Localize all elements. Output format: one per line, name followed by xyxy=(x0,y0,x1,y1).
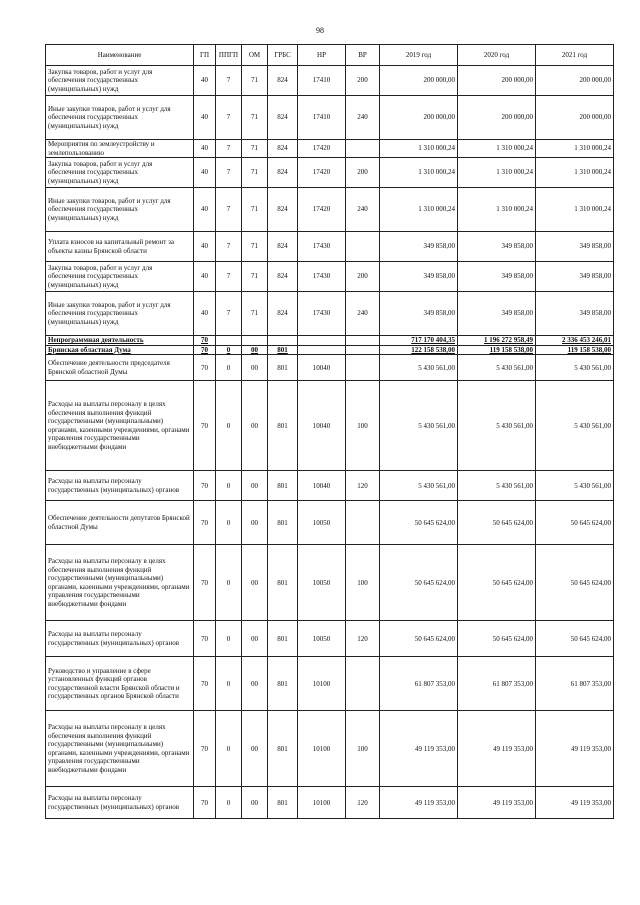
table-body xyxy=(46,66,614,819)
row-vr: 120 xyxy=(346,787,380,819)
table-row xyxy=(46,262,614,292)
row-vr xyxy=(346,345,380,355)
row-amount-2020: 61 807 353,00 xyxy=(458,657,536,711)
row-name: Уплата взносов на капитальный ремонт за объекты казны Брянской области xyxy=(46,232,194,262)
row-grbs: 801 xyxy=(268,381,298,471)
row-ppgp: 0 xyxy=(216,345,242,355)
row-amount-2020: 50 645 624,00 xyxy=(458,621,536,657)
row-om: 71 xyxy=(242,262,268,292)
row-amount-2019: 122 158 538,00 xyxy=(380,345,458,355)
row-amount-2020: 1 310 000,24 xyxy=(458,188,536,232)
row-name: Расходы на выплаты персоналу в целях обеспечения выполнения функций государственными (муниципальными) органами, казенными учреждениями, органами управления государственными внебюджетными фондами xyxy=(46,545,194,621)
row-gp: 40 xyxy=(194,96,216,140)
row-nr: 10100 xyxy=(298,787,346,819)
row-vr: 200 xyxy=(346,158,380,188)
row-amount-2020: 200 000,00 xyxy=(458,66,536,96)
row-amount-2019: 5 430 561,00 xyxy=(380,381,458,471)
row-grbs: 801 xyxy=(268,545,298,621)
row-amount-2021: 61 807 353,00 xyxy=(536,657,614,711)
row-amount-2020: 49 119 353,00 xyxy=(458,787,536,819)
row-grbs: 824 xyxy=(268,232,298,262)
row-amount-2019: 717 170 404,35 xyxy=(380,336,458,346)
row-amount-2020: 49 119 353,00 xyxy=(458,711,536,787)
row-vr: 100 xyxy=(346,545,380,621)
row-name: Иные закупки товаров, работ и услуг для обеспечения государственных (муниципальных) нужд xyxy=(46,96,194,140)
row-name: Закупка товаров, работ и услуг для обеспечения государственных (муниципальных) нужд xyxy=(46,262,194,292)
row-name: Расходы на выплаты персоналу государственных (муниципальных) органов xyxy=(46,787,194,819)
row-gp: 70 xyxy=(194,501,216,545)
row-ppgp: 7 xyxy=(216,232,242,262)
table-row xyxy=(46,345,614,355)
table-row xyxy=(46,355,614,381)
row-nr: 17420 xyxy=(298,140,346,158)
row-amount-2019: 50 645 624,00 xyxy=(380,621,458,657)
row-amount-2021: 50 645 624,00 xyxy=(536,545,614,621)
table-row xyxy=(46,381,614,471)
table-row xyxy=(46,96,614,140)
row-nr: 10040 xyxy=(298,355,346,381)
table-row xyxy=(46,621,614,657)
row-amount-2021: 50 645 624,00 xyxy=(536,501,614,545)
header-vr: ВР xyxy=(346,45,380,66)
row-om xyxy=(242,336,268,346)
row-name: Расходы на выплаты персоналу в целях обеспечения выполнения функций государственными (муниципальными) органами, казенными учреждениями, органами управления государственными внебюджетными фондами xyxy=(46,381,194,471)
row-amount-2021: 349 858,00 xyxy=(536,232,614,262)
table-row xyxy=(46,188,614,232)
row-grbs: 824 xyxy=(268,188,298,232)
row-ppgp xyxy=(216,336,242,346)
row-amount-2019: 349 858,00 xyxy=(380,262,458,292)
table-row xyxy=(46,501,614,545)
row-name: Мероприятия по землеустройству и землепользованию xyxy=(46,140,194,158)
row-vr xyxy=(346,336,380,346)
row-amount-2021: 1 310 000,24 xyxy=(536,158,614,188)
row-om: 71 xyxy=(242,188,268,232)
row-amount-2020: 1 310 000,24 xyxy=(458,158,536,188)
row-grbs: 801 xyxy=(268,787,298,819)
row-amount-2019: 49 119 353,00 xyxy=(380,711,458,787)
row-amount-2020: 50 645 624,00 xyxy=(458,501,536,545)
row-grbs: 801 xyxy=(268,345,298,355)
row-vr: 240 xyxy=(346,96,380,140)
row-vr xyxy=(346,232,380,262)
row-amount-2019: 200 000,00 xyxy=(380,96,458,140)
page-number: 98 xyxy=(316,26,324,35)
row-nr: 10040 xyxy=(298,381,346,471)
row-amount-2020: 5 430 561,00 xyxy=(458,471,536,501)
row-amount-2020: 50 645 624,00 xyxy=(458,545,536,621)
row-gp: 70 xyxy=(194,336,216,346)
row-nr xyxy=(298,336,346,346)
row-amount-2021: 1 310 000,24 xyxy=(536,140,614,158)
row-amount-2019: 349 858,00 xyxy=(380,232,458,262)
row-ppgp: 0 xyxy=(216,381,242,471)
row-om: 71 xyxy=(242,232,268,262)
row-name: Обеспечение деятельности депутатов Брянской областной Думы xyxy=(46,501,194,545)
row-amount-2020: 349 858,00 xyxy=(458,292,536,336)
row-ppgp: 0 xyxy=(216,471,242,501)
row-nr: 10050 xyxy=(298,501,346,545)
row-ppgp: 7 xyxy=(216,96,242,140)
row-amount-2020: 119 158 538,00 xyxy=(458,345,536,355)
row-gp: 70 xyxy=(194,621,216,657)
row-name: Непрограммная деятельность xyxy=(46,336,194,346)
row-gp: 40 xyxy=(194,232,216,262)
row-grbs: 824 xyxy=(268,262,298,292)
row-name: Иные закупки товаров, работ и услуг для обеспечения государственных (муниципальных) нужд xyxy=(46,292,194,336)
header-2021: 2021 год xyxy=(536,45,614,66)
row-grbs: 824 xyxy=(268,96,298,140)
row-vr xyxy=(346,355,380,381)
row-amount-2019: 5 430 561,00 xyxy=(380,355,458,381)
row-grbs: 824 xyxy=(268,66,298,96)
row-grbs xyxy=(268,336,298,346)
row-om: 71 xyxy=(242,158,268,188)
row-vr: 100 xyxy=(346,711,380,787)
table-row xyxy=(46,657,614,711)
row-amount-2020: 349 858,00 xyxy=(458,262,536,292)
row-om: 00 xyxy=(242,621,268,657)
row-nr: 10040 xyxy=(298,471,346,501)
row-gp: 70 xyxy=(194,355,216,381)
row-amount-2020: 349 858,00 xyxy=(458,232,536,262)
row-vr: 120 xyxy=(346,621,380,657)
row-ppgp: 0 xyxy=(216,355,242,381)
row-gp: 70 xyxy=(194,381,216,471)
row-amount-2021: 2 336 453 246,01 xyxy=(536,336,614,346)
header-2020: 2020 год xyxy=(458,45,536,66)
row-vr xyxy=(346,140,380,158)
row-amount-2019: 49 119 353,00 xyxy=(380,787,458,819)
row-grbs: 801 xyxy=(268,471,298,501)
header-gp: ГП xyxy=(194,45,216,66)
header-nr: НР xyxy=(298,45,346,66)
row-nr: 10100 xyxy=(298,657,346,711)
row-amount-2019: 50 645 624,00 xyxy=(380,501,458,545)
row-amount-2019: 5 430 561,00 xyxy=(380,471,458,501)
row-name: Расходы на выплаты персоналу государственных (муниципальных) органов xyxy=(46,621,194,657)
row-amount-2021: 5 430 561,00 xyxy=(536,471,614,501)
row-vr: 240 xyxy=(346,188,380,232)
row-gp: 40 xyxy=(194,66,216,96)
row-om: 71 xyxy=(242,292,268,336)
row-nr: 17420 xyxy=(298,188,346,232)
row-gp: 40 xyxy=(194,158,216,188)
row-nr: 10100 xyxy=(298,711,346,787)
row-ppgp: 0 xyxy=(216,621,242,657)
row-om: 71 xyxy=(242,96,268,140)
row-nr xyxy=(298,345,346,355)
row-ppgp: 0 xyxy=(216,787,242,819)
header-om: ОМ xyxy=(242,45,268,66)
row-amount-2020: 1 310 000,24 xyxy=(458,140,536,158)
row-gp: 40 xyxy=(194,292,216,336)
row-gp: 70 xyxy=(194,711,216,787)
row-amount-2020: 1 196 272 958,49 xyxy=(458,336,536,346)
row-om: 00 xyxy=(242,787,268,819)
row-gp: 40 xyxy=(194,140,216,158)
row-amount-2019: 1 310 000,24 xyxy=(380,140,458,158)
row-amount-2019: 200 000,00 xyxy=(380,66,458,96)
table-row xyxy=(46,158,614,188)
row-gp: 70 xyxy=(194,787,216,819)
row-grbs: 801 xyxy=(268,711,298,787)
row-amount-2019: 61 807 353,00 xyxy=(380,657,458,711)
header-2019: 2019 год xyxy=(380,45,458,66)
row-gp: 70 xyxy=(194,471,216,501)
row-amount-2020: 5 430 561,00 xyxy=(458,381,536,471)
row-grbs: 801 xyxy=(268,657,298,711)
row-ppgp: 7 xyxy=(216,158,242,188)
row-nr: 17410 xyxy=(298,96,346,140)
row-vr: 200 xyxy=(346,262,380,292)
row-amount-2020: 200 000,00 xyxy=(458,96,536,140)
row-vr: 240 xyxy=(346,292,380,336)
row-nr: 17430 xyxy=(298,232,346,262)
row-name: Руководство и управление в сфере установленных функций органов государственной власти Брянской области и государственных органов Брянской области xyxy=(46,657,194,711)
row-ppgp: 7 xyxy=(216,140,242,158)
row-nr: 10050 xyxy=(298,545,346,621)
row-amount-2021: 200 000,00 xyxy=(536,66,614,96)
row-gp: 40 xyxy=(194,262,216,292)
row-om: 71 xyxy=(242,66,268,96)
table-row xyxy=(46,787,614,819)
row-name: Расходы на выплаты персоналу государственных (муниципальных) органов xyxy=(46,471,194,501)
row-om: 00 xyxy=(242,657,268,711)
row-name: Брянская областная Дума xyxy=(46,345,194,355)
row-om: 00 xyxy=(242,545,268,621)
row-nr: 17430 xyxy=(298,292,346,336)
row-amount-2021: 119 158 538,00 xyxy=(536,345,614,355)
row-amount-2019: 349 858,00 xyxy=(380,292,458,336)
row-amount-2021: 49 119 353,00 xyxy=(536,787,614,819)
row-ppgp: 7 xyxy=(216,262,242,292)
row-amount-2020: 5 430 561,00 xyxy=(458,355,536,381)
row-gp: 40 xyxy=(194,188,216,232)
row-vr: 200 xyxy=(346,66,380,96)
row-amount-2021: 349 858,00 xyxy=(536,292,614,336)
row-om: 00 xyxy=(242,501,268,545)
header-ppgp: ППГП xyxy=(216,45,242,66)
row-ppgp: 7 xyxy=(216,292,242,336)
table-row xyxy=(46,336,614,346)
row-nr: 17430 xyxy=(298,262,346,292)
row-nr: 10050 xyxy=(298,621,346,657)
header-grbs: ГРБС xyxy=(268,45,298,66)
row-ppgp: 7 xyxy=(216,188,242,232)
row-ppgp: 0 xyxy=(216,501,242,545)
row-nr: 17420 xyxy=(298,158,346,188)
row-gp: 70 xyxy=(194,545,216,621)
row-amount-2021: 349 858,00 xyxy=(536,262,614,292)
row-amount-2021: 200 000,00 xyxy=(536,96,614,140)
row-ppgp: 0 xyxy=(216,711,242,787)
row-vr xyxy=(346,657,380,711)
row-grbs: 824 xyxy=(268,292,298,336)
table-row xyxy=(46,232,614,262)
table-row xyxy=(46,292,614,336)
row-grbs: 801 xyxy=(268,501,298,545)
row-name: Обеспечение деятельности председателя Брянской областной Думы xyxy=(46,355,194,381)
row-ppgp: 7 xyxy=(216,66,242,96)
table-row xyxy=(46,471,614,501)
table-row xyxy=(46,545,614,621)
row-name: Расходы на выплаты персоналу в целях обеспечения выполнения функций государственными (муниципальными) органами, казенными учреждениями, органами управления государственными внебюджетными фондами xyxy=(46,711,194,787)
row-amount-2019: 1 310 000,24 xyxy=(380,188,458,232)
row-vr: 120 xyxy=(346,471,380,501)
row-amount-2021: 49 119 353,00 xyxy=(536,711,614,787)
row-amount-2019: 50 645 624,00 xyxy=(380,545,458,621)
row-amount-2021: 5 430 561,00 xyxy=(536,355,614,381)
row-ppgp: 0 xyxy=(216,657,242,711)
table-row xyxy=(46,66,614,96)
table-row xyxy=(46,140,614,158)
row-nr: 17410 xyxy=(298,66,346,96)
row-gp: 70 xyxy=(194,345,216,355)
row-gp: 70 xyxy=(194,657,216,711)
budget-table xyxy=(45,44,614,819)
row-om: 00 xyxy=(242,355,268,381)
row-om: 00 xyxy=(242,345,268,355)
table-row xyxy=(46,711,614,787)
row-grbs: 801 xyxy=(268,355,298,381)
row-grbs: 801 xyxy=(268,621,298,657)
row-amount-2021: 1 310 000,24 xyxy=(536,188,614,232)
row-ppgp: 0 xyxy=(216,545,242,621)
row-amount-2021: 5 430 561,00 xyxy=(536,381,614,471)
row-amount-2019: 1 310 000,24 xyxy=(380,158,458,188)
row-grbs: 824 xyxy=(268,140,298,158)
table-header-row xyxy=(46,45,614,66)
row-amount-2021: 50 645 624,00 xyxy=(536,621,614,657)
row-grbs: 824 xyxy=(268,158,298,188)
row-vr: 100 xyxy=(346,381,380,471)
header-name: Наименование xyxy=(46,45,194,66)
row-om: 00 xyxy=(242,381,268,471)
row-name: Иные закупки товаров, работ и услуг для обеспечения государственных (муниципальных) нужд xyxy=(46,188,194,232)
row-vr xyxy=(346,501,380,545)
row-om: 00 xyxy=(242,711,268,787)
row-name: Закупка товаров, работ и услуг для обеспечения государственных (муниципальных) нужд xyxy=(46,158,194,188)
row-om: 00 xyxy=(242,471,268,501)
row-name: Закупка товаров, работ и услуг для обеспечения государственных (муниципальных) нужд xyxy=(46,66,194,96)
row-om: 71 xyxy=(242,140,268,158)
